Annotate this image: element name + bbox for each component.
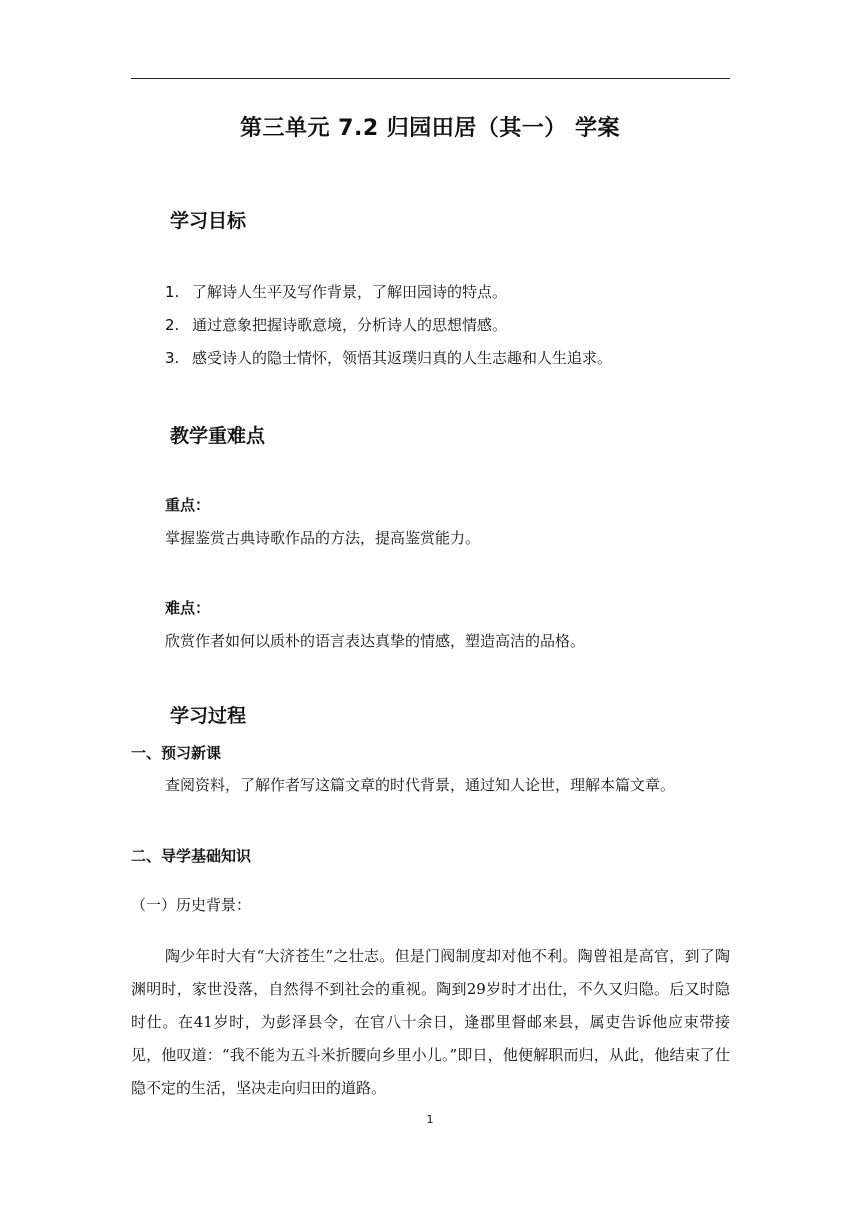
goal-text: 通过意象把握诗歌意境，分析诗人的思想情感。	[192, 316, 508, 334]
difficult-point-label: 难点：	[165, 599, 211, 617]
page-number: 1	[426, 1113, 434, 1126]
section1-title: 一、预习新课	[131, 744, 222, 762]
key-point-text: 掌握鉴赏古典诗歌作品的方法，提高鉴赏能力。	[165, 529, 481, 547]
difficult-point-text: 欣赏作者如何以质朴的语言表达真挚的情感，塑造高洁的品格。	[165, 632, 586, 650]
key-points-heading: 教学重难点	[170, 425, 266, 447]
goals-heading: 学习目标	[170, 210, 247, 232]
document-title: 第三单元 7.2 归园田居（其一） 学案	[240, 116, 620, 141]
section1-text: 查阅资料，了解作者写这篇文章的时代背景，通过知人论世，理解本篇文章。	[165, 776, 676, 794]
history-paragraph: 陶少年时大有“大济苍生”之壮志。但是门阀制度却对他不利。陶曾祖是高官，到了陶渊明时，家世没落，自然得不到社会的重视。陶到29岁时才出仕，不久又归隐。后又时隐时仕。在41岁时，为彭泽县令，在官八十余日，逢郡里督邮来县，属吏告诉他应束带接见，他叹道：“我不能为五斗米折腰向乡里小儿。”即日，他便解职而归，从此，他结束了仕隐不定的生活，坚决走向归田的道路。	[131, 947, 730, 1097]
goal-text: 感受诗人的隐士情怀，领悟其返璞归真的人生志趣和人生追求。	[192, 349, 613, 367]
process-heading: 学习过程	[170, 705, 247, 727]
subsection-title: （一）历史背景：	[131, 896, 252, 914]
goal-number: 3.	[165, 349, 180, 367]
header-rule	[131, 78, 730, 79]
goal-number: 1.	[165, 283, 180, 301]
goal-text: 了解诗人生平及写作背景，了解田园诗的特点。	[192, 283, 508, 301]
goal-item	[165, 282, 507, 302]
goal-item	[165, 348, 612, 368]
goal-number: 2.	[165, 316, 180, 334]
goal-item	[165, 315, 507, 335]
key-point-label: 重点：	[165, 496, 211, 514]
section2-title: 二、导学基础知识	[131, 847, 252, 865]
